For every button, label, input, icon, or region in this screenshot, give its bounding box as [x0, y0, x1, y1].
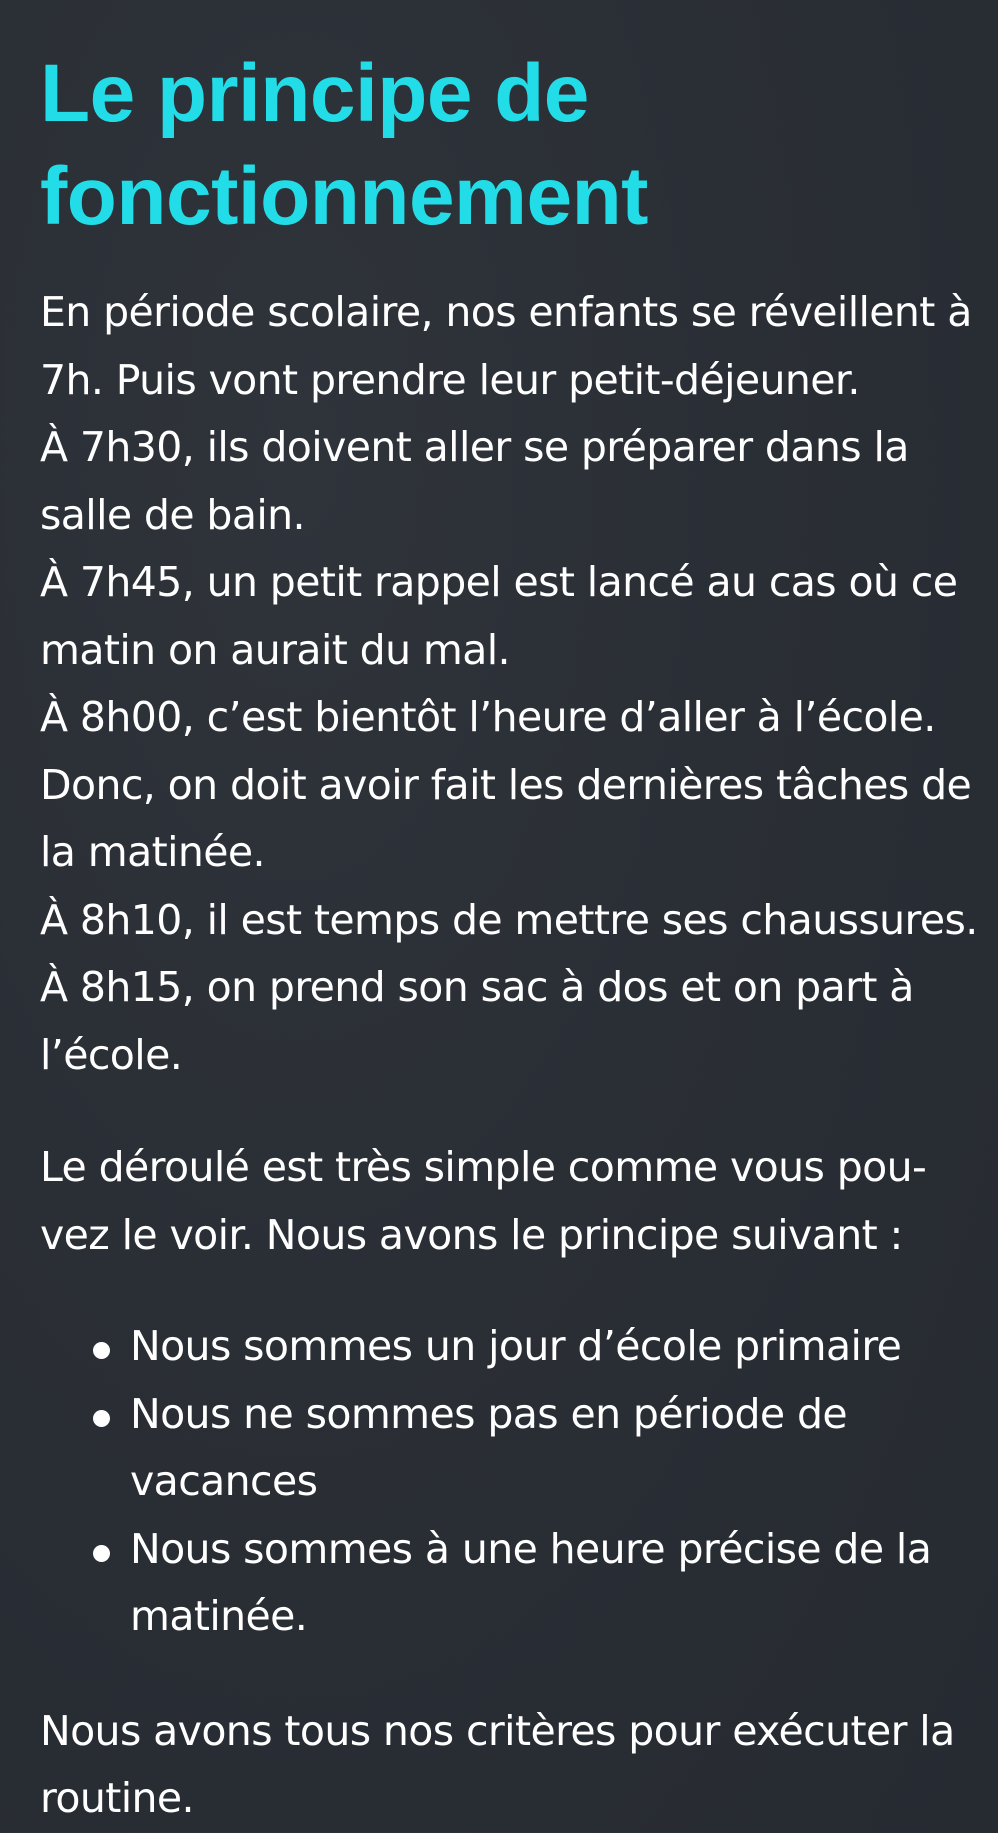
paragraph-line: Donc, on doit avoir fait les dernières tâches de: [40, 760, 972, 809]
summary-paragraph: [40, 1134, 988, 1269]
paragraph-line: À 8h00, c’est bientôt l’heure d’aller à l’école.: [40, 693, 936, 741]
list-item-line: Nous sommes un jour d’école primaire: [130, 1322, 902, 1370]
paragraph-line: Le déroulé est très simple comme vous pou-: [40, 1143, 927, 1191]
paragraph-line: 7h. Puis vont prendre leur petit-déjeuner.: [40, 355, 860, 404]
criteria-list: [40, 1313, 976, 1651]
paragraph-line: À 7h30, ils doivent aller se préparer dans la: [40, 423, 909, 471]
paragraph-line: À 7h45, un petit rappel est lancé au cas où ce: [40, 558, 958, 606]
title-line: fonctionnement: [40, 151, 648, 242]
paragraph-line: la matinée.: [40, 828, 265, 876]
list-item: [40, 1381, 976, 1516]
paragraph-line: vez le voir. Nous avons le principe suivant :: [40, 1210, 903, 1259]
paragraph-line: À 8h10, il est temps de mettre ses chaussures.: [40, 895, 978, 944]
paragraph-line: salle de bain.: [40, 490, 305, 539]
list-item-line: Nous sommes à une heure précise de la: [130, 1524, 932, 1573]
paragraph-line: En période scolaire, nos enfants se réveillent à: [40, 288, 972, 336]
list-item-line: Nous ne sommes pas en période de: [130, 1389, 848, 1438]
schedule-paragraph: [40, 279, 988, 1089]
title-line: Le principe de: [40, 48, 589, 139]
paragraph-line: matin on aurait du mal.: [40, 625, 510, 674]
paragraph-line: l’école.: [40, 1030, 183, 1079]
article-title: [40, 42, 980, 248]
list-item-line: matinée.: [130, 1592, 308, 1640]
paragraph-line: À 8h15, on prend son sac à dos et on part à: [40, 963, 914, 1011]
list-item: [40, 1516, 976, 1651]
paragraph-line: routine.: [40, 1774, 194, 1822]
list-item: [40, 1313, 976, 1381]
conclusion-paragraph: [40, 1698, 988, 1833]
paragraph-line: Nous avons tous nos critères pour exécuter la: [40, 1706, 955, 1755]
list-item-line: vacances: [130, 1457, 318, 1505]
